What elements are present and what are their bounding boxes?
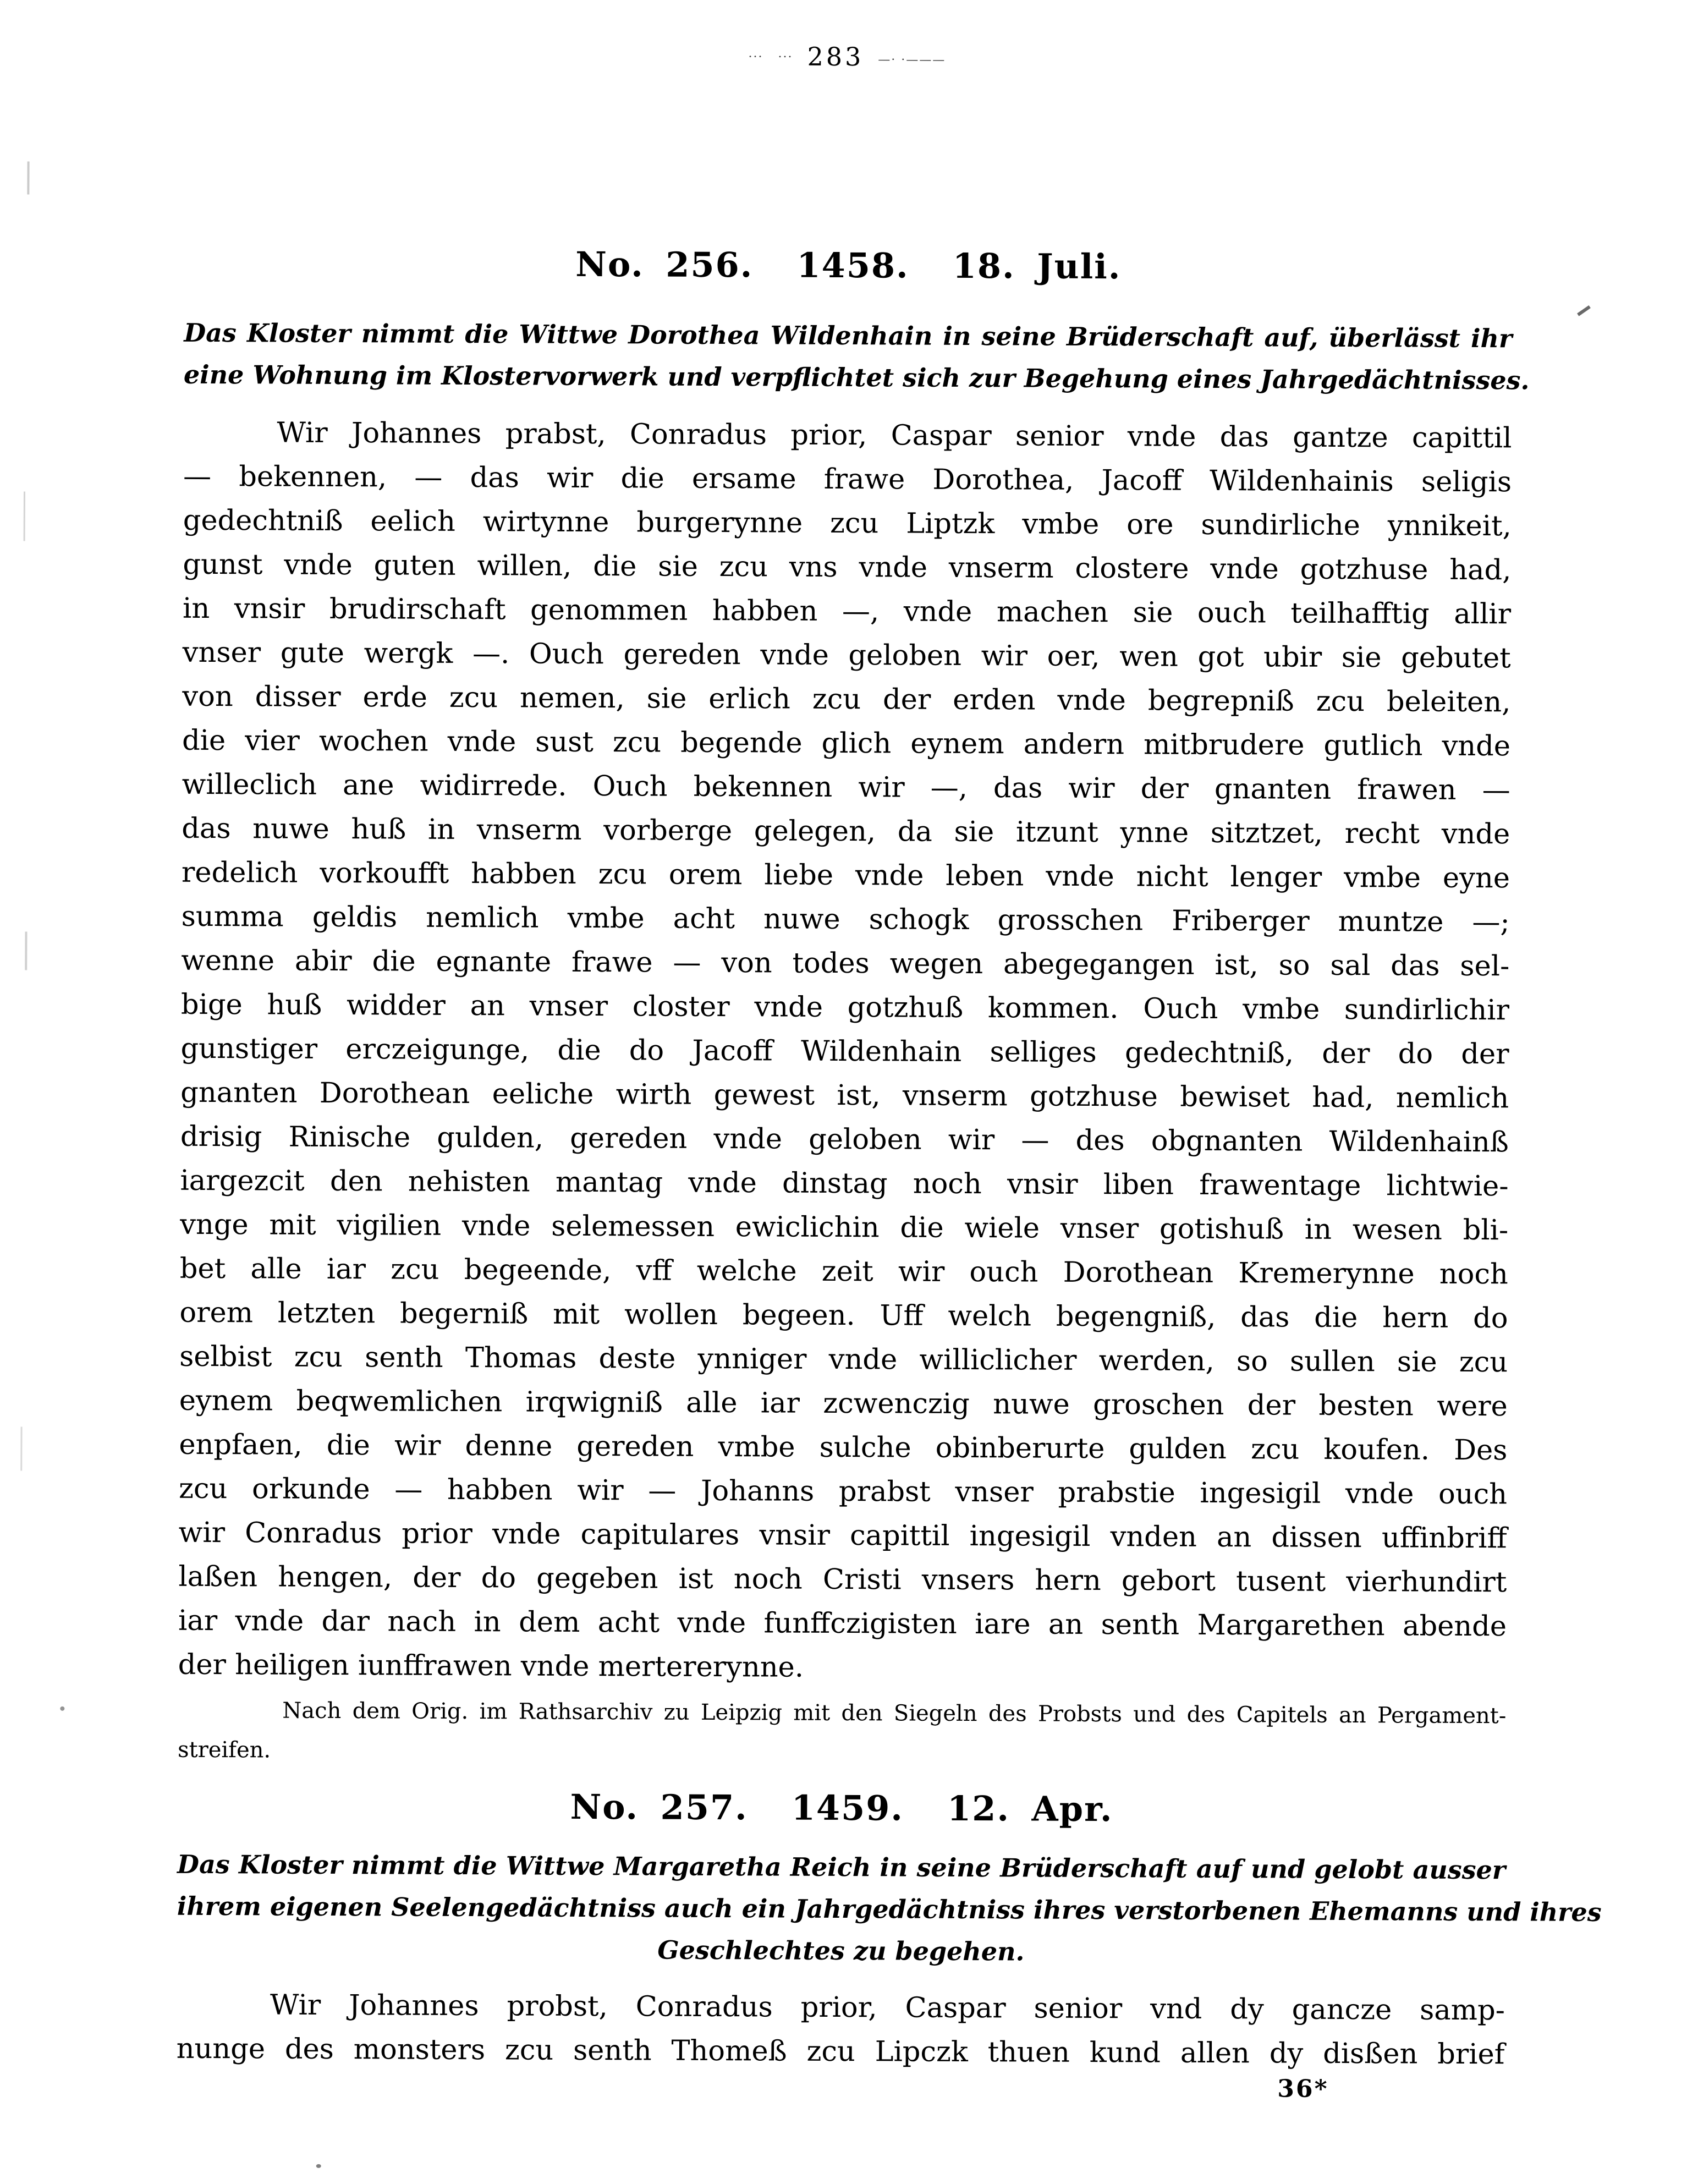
scan-mark-right: —· ·——— <box>878 53 946 67</box>
text-line: iargezcit den nehisten mantag vnde dinstag noch vnsir liben frawentage lichtwie- <box>180 1164 1509 1203</box>
text-line: ihrem eigenen Seelengedächtniss auch ein Jahrgedächtniss ihres verstorbenen Ehemanns und ihres <box>177 1891 1602 1928</box>
text-line: bet alle iar zcu begeende, vff welche zeit wir ouch Dorothean Kremerynne noch <box>179 1252 1508 1291</box>
doc1-heading: No. 256. 1458. 18. Juli. <box>575 244 1122 287</box>
text-line: gunst vnde guten willen, die sie zcu vns vnde vnserm clostere vnde gotzhuse had, <box>183 548 1512 587</box>
text-line: gnanten Dorothean eeliche wirth gewest ist, vnserm gotzhuse bewiset had, nemlich <box>180 1076 1509 1115</box>
doc1-body <box>178 411 1512 1693</box>
text-line: orem letzten begerniß mit wollen begeen. Uff welch begengniß, das die hern do <box>179 1296 1508 1335</box>
text-line: von disser erde zcu nemen, sie erlich zcu der erden vnde begrepniß zcu beleiten, <box>182 680 1511 719</box>
scan-artifact <box>60 1706 64 1711</box>
doc1-summary <box>183 312 1530 402</box>
scan-artifact <box>24 491 25 541</box>
text-line: in vnsir brudirschaft genommen habben —, vnde machen sie ouch teilhafftig allir <box>182 592 1512 631</box>
text-line: die vier wochen vnde sust zcu begende glich eynem andern mitbrudere gutlich vnde <box>182 724 1511 763</box>
text-line: vnser gute wergk —. Ouch gereden vnde geloben wir oer, wen got ubir sie gebutet <box>182 636 1511 675</box>
text-line: das nuwe huß in vnserm vorberge gelegen, da sie itzunt ynne sitztzet, recht vnde <box>182 812 1510 851</box>
doc2-heading: No. 257. 1459. 12. Apr. <box>570 1786 1113 1830</box>
text-line: bige huß widder an vnser closter vnde gotzhuß kommen. Ouch vmbe sundirlichir <box>180 988 1510 1027</box>
text-line: wir Conradus prior vnde capitulares vnsir capittil ingesigil vnden an dissen uffinbriff <box>178 1516 1507 1555</box>
doc2-body <box>176 1983 1505 2077</box>
page-header <box>3 38 1687 75</box>
text-line: eynem beqwemlichen irqwigniß alle iar zcwenczig nuwe groschen der besten were <box>179 1384 1508 1423</box>
text-line: streifen. <box>177 1737 271 1763</box>
text-line: Wir Johannes prabst, Conradus prior, Caspar senior vnde das gantze capittil <box>277 416 1512 455</box>
text-line: Nach dem Orig. im Rathsarchiv zu Leipzig mit den Siegeln des Probsts und des Capitels an Pergament- <box>282 1698 1507 1729</box>
printer-signature-mark: 36* <box>1277 2075 1329 2103</box>
scan-artifact <box>1577 305 1591 316</box>
text-line: nunge des monsters zcu senth Thomeß zcu Lipczk thuen kund allen dy disßen brief <box>176 2032 1505 2071</box>
text-line: eine Wohnung im Klostervorwerk und verpflichtet sich zur Begehung eines Jahrgedächtnisses. <box>183 359 1530 396</box>
text-line: Geschlechtes zu begehen. <box>657 1935 1025 1967</box>
text-line: iar vnde dar nach in dem acht vnde funffczigisten iare an senth Margarethen abende <box>178 1604 1507 1643</box>
text-line: zcu orkunde — habben wir — Johanns prabst vnser prabstie ingesigil vnde ouch <box>178 1472 1508 1511</box>
text-line: willeclich ane widirrede. Ouch bekennen wir —, das wir der gnanten frawen — <box>182 768 1510 807</box>
text-line: summa geldis nemlich vmbe acht nuwe schogk grosschen Friberger muntze —; <box>181 900 1510 939</box>
text-line: Das Kloster nimmt die Wittwe Margaretha Reich in seine Brüderschaft auf und gelobt ausser <box>177 1849 1506 1885</box>
text-line: — bekennen, — das wir die ersame frawe Dorothea, Jacoff Wildenhainis seligis <box>183 460 1512 499</box>
text-line: der heiligen iunffrawen vnde mertererynne. <box>178 1648 804 1684</box>
text-line: gedechtniß eelich wirtynne burgerynne zcu Liptzk vmbe ore sundirliche ynnikeit, <box>183 504 1512 543</box>
scan-artifact <box>25 932 27 970</box>
text-line: drisig Rinische gulden, gereden vnde geloben wir — des obgnanten Wildenhainß <box>180 1120 1509 1159</box>
text-line: Wir Johannes probst, Conradus prior, Caspar senior vnd dy gancze samp- <box>270 1989 1505 2027</box>
text-line: redelich vorkoufft habben zcu orem liebe vnde leben vnde nicht lenger vmbe eyne <box>181 856 1510 895</box>
text-line: Das Kloster nimmt die Wittwe Dorothea Wildenhain in seine Brüderschaft auf, überlässt ihr <box>184 317 1513 354</box>
text-line: enpfaen, die wir denne gereden vmbe sulche obinberurte gulden zcu koufen. Des <box>179 1428 1508 1467</box>
text-line: wenne abir die egnante frawe — von todes wegen abegegangen ist, so sal das sel- <box>181 944 1510 983</box>
text-line: selbist zcu senth Thomas deste ynniger vnde williclicher werden, so sullen sie zcu <box>179 1340 1508 1379</box>
scan-mark-left: ··· ··· <box>748 50 793 64</box>
scan-artifact <box>27 162 29 195</box>
text-line: gunstiger erczeigunge, die do Jacoff Wildenhain selliges gedechtniß, der do der <box>180 1032 1509 1071</box>
doc1-source-note <box>178 1691 1507 1776</box>
text-line: laßen hengen, der do gegeben ist noch Cristi vnsers hern gebort tusent vierhundirt <box>178 1560 1507 1599</box>
scan-artifact <box>316 2164 321 2168</box>
page-number: 283 <box>807 41 864 72</box>
scan-artifact <box>20 1426 22 1470</box>
text-line: vnge mit vigilien vnde selemessen ewiclichin die wiele vnser gotishuß in wesen bli- <box>180 1208 1509 1247</box>
doc2-summary <box>177 1843 1602 1975</box>
